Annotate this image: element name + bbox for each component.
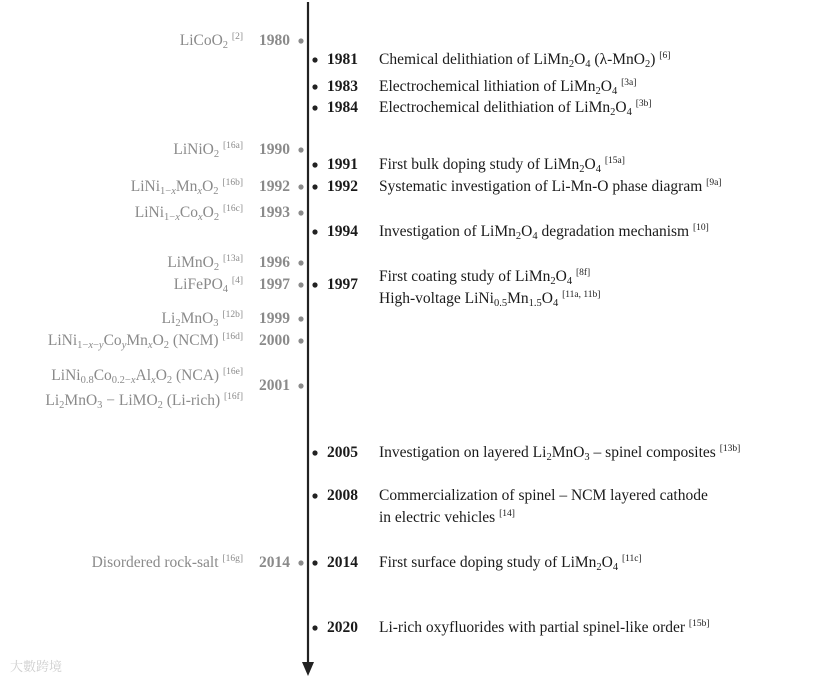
material-linio2: LiNiO$_2$ [16a] bbox=[173, 141, 243, 160]
event-text-1983: Electrochemical lithiation of $LiMn_2O_4$ [3a] bbox=[379, 78, 637, 97]
watermark: 大數跨境 bbox=[10, 660, 63, 675]
right-marker-2020 bbox=[312, 625, 317, 630]
material-licoo2: LiCoO$_2$ [2] bbox=[179, 32, 243, 51]
right-marker-1997 bbox=[312, 282, 317, 287]
event-text-1997: First coating study of $LiMn_2O_4$ [8f] bbox=[379, 268, 591, 287]
right-marker-1981 bbox=[312, 57, 317, 62]
right-marker-2005 bbox=[312, 450, 317, 455]
event-year-1984: 1984 bbox=[327, 99, 358, 116]
right-marker-2014 bbox=[312, 560, 317, 565]
left-marker-lini-mn bbox=[298, 184, 303, 189]
left-marker-linio2 bbox=[298, 147, 303, 152]
event-text-1984: Electrochemical delithiation of $LiMn_2O_4$ [3b] bbox=[379, 99, 652, 118]
event-text-1997-line2: High-voltage $LiNi_{0.5}Mn_{1.5}O_4$ [11a, 11b] bbox=[379, 290, 601, 309]
event-year-2005: 2005 bbox=[327, 444, 358, 461]
material-li-rich: $Li_2MnO_3$ − LiMO$_2$ (Li-rich) [16f] bbox=[45, 392, 243, 411]
material-lifepo4: LiFePO$_4$ [4] bbox=[173, 276, 243, 295]
right-marker-1992 bbox=[312, 184, 317, 189]
left-year-lifepo4: 1997 bbox=[259, 276, 290, 293]
left-year-lini-mn: 1992 bbox=[259, 178, 290, 195]
event-year-1997: 1997 bbox=[327, 276, 358, 293]
event-year-1991: 1991 bbox=[327, 156, 358, 173]
left-year-disordered: 2014 bbox=[259, 554, 290, 571]
right-marker-1984 bbox=[312, 105, 317, 110]
material-disordered: Disordered rock-salt [16g] bbox=[91, 554, 243, 571]
right-marker-1983 bbox=[312, 84, 317, 89]
left-marker-disordered bbox=[298, 560, 303, 565]
event-year-2008: 2008 bbox=[327, 487, 358, 504]
left-marker-lini-co bbox=[298, 210, 303, 215]
event-text-2008-line2: in electric vehicles [14] bbox=[379, 509, 515, 526]
event-text-2005: Investigation on layered $Li_2MnO_3$ – spinel composites [13b] bbox=[379, 444, 741, 463]
event-text-1992: Systematic investigation of Li-Mn-O phase diagram [9a] bbox=[379, 178, 722, 195]
material-li2mno3: $Li_2MnO_3$ [12b] bbox=[161, 310, 243, 329]
event-year-2020: 2020 bbox=[327, 619, 358, 636]
event-text-2008: Commercialization of spinel – NCM layered cathode bbox=[379, 487, 708, 504]
left-year-nca: 2001 bbox=[259, 377, 290, 394]
event-year-1983: 1983 bbox=[327, 78, 358, 95]
left-marker-ncm bbox=[298, 338, 303, 343]
event-text-1981: Chemical delithiation of $LiMn_2O_4$ (λ-MnO$_2$) [6] bbox=[379, 51, 671, 70]
left-marker-limno2 bbox=[298, 260, 303, 265]
left-year-linio2: 1990 bbox=[259, 141, 290, 158]
right-marker-2008 bbox=[312, 493, 317, 498]
material-limno2: LiMnO$_2$ [13a] bbox=[167, 254, 243, 273]
event-text-1994: Investigation of $LiMn_2O_4$ degradation mechanism [10] bbox=[379, 223, 709, 242]
right-marker-1991 bbox=[312, 162, 317, 167]
left-year-ncm: 2000 bbox=[259, 332, 290, 349]
left-year-limno2: 1996 bbox=[259, 254, 290, 271]
event-year-1981: 1981 bbox=[327, 51, 358, 68]
event-text-2014: First surface doping study of $LiMn_2O_4$ [11c] bbox=[379, 554, 642, 573]
material-nca: $LiNi_{0.8}Co_{0.2-x}Al_xO_2$ (NCA) [16e] bbox=[51, 367, 243, 386]
left-year-licoo2: 1980 bbox=[259, 32, 290, 49]
event-text-2020: Li-rich oxyfluorides with partial spinel-like order [15b] bbox=[379, 619, 710, 636]
axis-arrowhead bbox=[302, 662, 314, 676]
right-marker-1994 bbox=[312, 229, 317, 234]
event-year-2014: 2014 bbox=[327, 554, 358, 571]
left-year-li2mno3: 1999 bbox=[259, 310, 290, 327]
event-year-1994: 1994 bbox=[327, 223, 358, 240]
material-lini-mn: $LiNi_{1-x}Mn_xO_2$ [16b] bbox=[130, 178, 243, 197]
event-year-1992: 1992 bbox=[327, 178, 358, 195]
left-year-lini-co: 1993 bbox=[259, 204, 290, 221]
material-ncm: $LiNi_{1-x-y}Co_yMn_xO_2$ (NCM) [16d] bbox=[47, 332, 243, 351]
left-marker-lifepo4 bbox=[298, 282, 303, 287]
left-marker-licoo2 bbox=[298, 38, 303, 43]
material-lini-co: $LiNi_{1-x}Co_xO_2$ [16c] bbox=[134, 204, 243, 223]
left-marker-nca bbox=[298, 383, 303, 388]
left-marker-li2mno3 bbox=[298, 316, 303, 321]
event-text-1991: First bulk doping study of $LiMn_2O_4$ [15a] bbox=[379, 156, 625, 175]
